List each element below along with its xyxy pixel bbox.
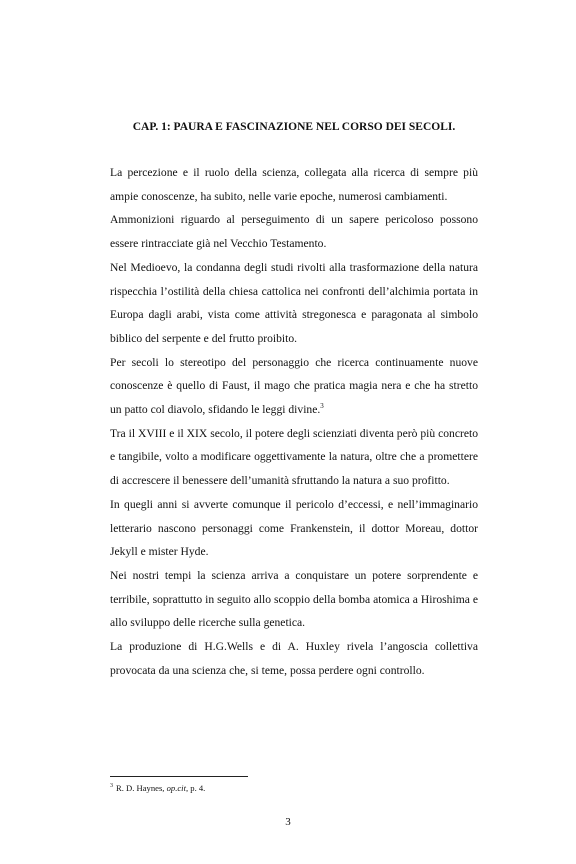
chapter-title: CAP. 1: PAURA E FASCINAZIONE NEL CORSO DEI SECOLI. <box>132 121 456 133</box>
footnote-author: R. D. Haynes, <box>116 783 165 793</box>
paragraph-5: Tra il XVIII e il XIX secolo, il potere degli scienziati diventa però più concreto e tangibile, volto a modificare oggettivamente la natura, oltre che a promettere di accrescere il benessere dell’umanità sfruttando la natura a suo profitto. <box>110 426 478 488</box>
footnote-reference[interactable]: 3 <box>320 402 324 411</box>
paragraph-4-text: Per secoli lo stereotipo del personaggio che ricerca continuamente nuove conoscenze è quello di Faust, il mago che pratica magia nera e che ha stretto un patto col diavolo, sfidando le leggi divine. <box>110 355 478 417</box>
paragraph-1: La percezione e il ruolo della scienza, collegata alla ricerca di sempre più ampie conoscenze, ha subito, nelle varie epoche, numerosi cambiamenti. <box>110 166 478 203</box>
paragraph-6: In quegli anni si avverte comunque il pericolo d’eccessi, e nell’immaginario letterario nascono personaggi come Frankenstein, il dottor Moreau, dottor Jekyll e mister Hyde. <box>110 497 478 559</box>
page-number: 3 <box>285 816 291 828</box>
body-text <box>110 161 478 682</box>
footnote-number: 3 <box>110 783 113 790</box>
footnote-page: , p. 4. <box>185 783 206 793</box>
paragraph-4 <box>110 351 478 422</box>
footnote-op-cit: op.cit <box>166 783 186 793</box>
paragraph-7: Nei nostri tempi la scienza arriva a conquistare un potere sorprendente e terribile, soprattutto in seguito allo scoppio della bomba atomica a Hiroshima e allo sviluppo delle ricerche sulla genetica. <box>110 568 478 630</box>
paragraph-8: La produzione di H.G.Wells e di A. Huxley rivela l’angoscia collettiva provocata da una scienza che, si teme, possa perdere ogni controllo. <box>110 640 478 677</box>
paragraph-3: Nel Medioevo, la condanna degli studi rivolti alla trasformazione della natura rispecchia l’ostilità della chiesa cattolica nei confronti dell’alchimia portata in Europa dagli arabi, vista come attività stregonesca e paragonata al simbolo biblico del serpente e del frutto proibito. <box>110 260 478 345</box>
paragraph-2: Ammonizioni riguardo al perseguimento di un sapere pericoloso possono essere rintracciate già nel Vecchio Testamento. <box>110 213 478 251</box>
footnote-divider <box>110 776 248 777</box>
footnote <box>110 783 205 793</box>
